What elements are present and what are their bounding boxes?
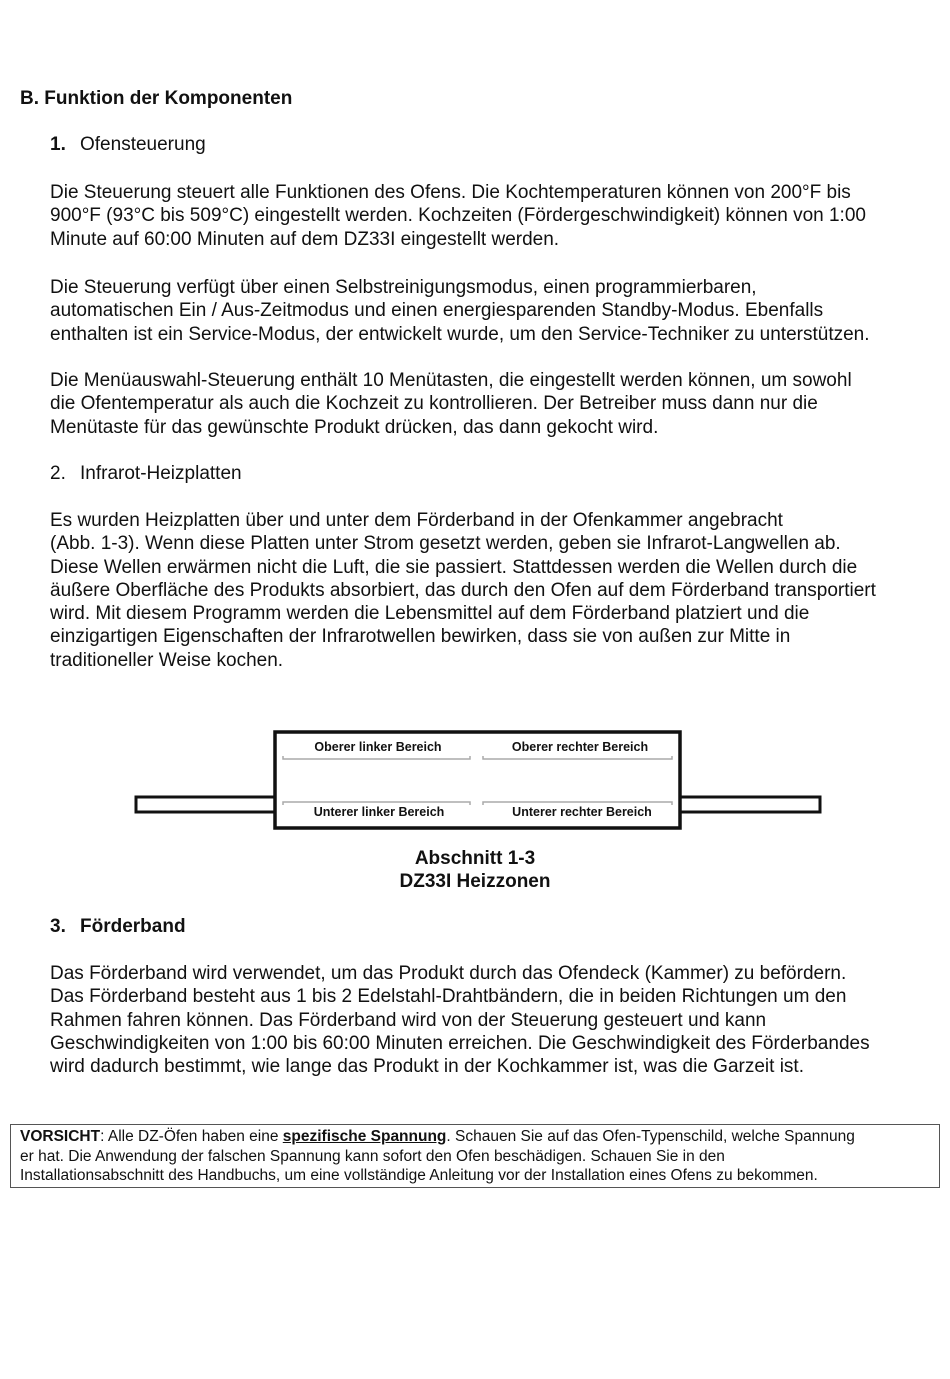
paragraph-menu-keys <box>50 369 940 439</box>
heating-zones-diagram <box>0 720 950 840</box>
caution-text: : Alle DZ-Öfen haben eine <box>100 1128 283 1145</box>
text-line: enthalten ist ein Service-Modus, der entwickelt wurde, um den Service-Techniker zu unterstützen. <box>50 323 870 345</box>
subsection-heading-3 <box>50 916 186 938</box>
zone-label-upper-right: Oberer rechter Bereich <box>511 740 649 754</box>
text-line: wird dadurch bestimmt, wie lange das Produkt in der Kochkammer ist, was die Garzeit ist. <box>50 1056 804 1078</box>
figure-caption-title: DZ33I Heizzonen <box>399 871 551 892</box>
subsection-number: 2. <box>50 463 66 484</box>
paragraph-controller-modes <box>50 276 940 346</box>
paragraph-controller-functions <box>50 181 940 251</box>
caution-line: er hat. Die Anwendung der falschen Spannung kann sofort den Ofen beschädigen. Schauen Sie in den <box>20 1147 725 1165</box>
text-line: Geschwindigkeiten von 1:00 bis 60:00 Minuten erreichen. Die Geschwindigkeit des Förderbandes <box>50 1032 870 1054</box>
text-line: Rahmen fahren können. Das Förderband wird von der Steuerung gesteuert und kann <box>50 1009 767 1031</box>
caution-emphasis: spezifische Spannung <box>282 1128 447 1145</box>
text-line: äußere Oberfläche des Produkts absorbiert, das durch den Ofen auf dem Förderband transportiert <box>50 579 876 601</box>
zone-label-lower-right: Unterer rechter Bereich <box>512 805 652 819</box>
text-line: 900°F (93°C bis 509°C) eingestellt werden. Kochzeiten (Fördergeschwindigkeit) können von 1:00 <box>50 205 866 227</box>
caution-line: Installationsabschnitt des Handbuchs, um eine vollständige Anleitung vor der Installation eines Ofens zu bekommen. <box>20 1167 818 1184</box>
subsection-number: 1. <box>50 134 66 155</box>
caution-text: . Schauen Sie auf das Ofen-Typenschild, welche Spannung <box>446 1128 855 1145</box>
text-line: automatischen Ein / Aus-Zeitmodus und einen energiesparenden Standby-Modus. Ebenfalls <box>50 300 824 322</box>
text-line: (Abb. 1-3). Wenn diese Platten unter Strom gesetzt werden, geben sie Infrarot-Langwellen ab. <box>50 533 841 555</box>
caution-box <box>10 1124 940 1188</box>
text-line: Minute auf 60:00 Minuten auf dem DZ33I eingestellt werden. <box>50 228 560 250</box>
text-line: wird. Mit diesem Programm werden die Lebensmittel auf dem Förderband platziert und die <box>50 603 810 625</box>
conveyor-right-rail <box>680 797 820 812</box>
zone-label-lower-left: Unterer linker Bereich <box>313 805 445 819</box>
text-line: Die Steuerung verfügt über einen Selbstreinigungsmodus, einen programmierbaren, <box>50 277 757 298</box>
conveyor-left-rail <box>136 797 276 812</box>
paragraph-conveyor <box>50 962 940 1078</box>
figure-caption <box>0 847 950 893</box>
zone-label-upper-left: Oberer linker Bereich <box>314 740 442 754</box>
subsection-heading-2 <box>50 463 242 485</box>
text-line: Menütaste für das gewünschte Produkt drücken, das dann gekocht wird. <box>50 416 659 438</box>
figure-caption-number: Abschnitt 1-3 <box>414 848 536 869</box>
subsection-title: Ofensteuerung <box>80 134 206 155</box>
text-line: Es wurden Heizplatten über und unter dem Förderband in der Ofenkammer angebracht <box>50 510 783 531</box>
section-heading: B. Funktion der Komponenten <box>20 88 293 109</box>
text-line: Die Menüauswahl-Steuerung enthält 10 Menütasten, die eingestellt werden können, um sowohl <box>50 370 852 391</box>
text-line: die Ofentemperatur als auch die Kochzeit zu kontrollieren. Der Betreiber muss dann nur die <box>50 393 818 415</box>
caution-label: VORSICHT <box>20 1128 101 1145</box>
text-line: Das Förderband besteht aus 1 bis 2 Edelstahl-Drahtbändern, die in beiden Richtungen um den <box>50 986 847 1008</box>
subsection-heading-1 <box>50 134 206 156</box>
text-line: Die Steuerung steuert alle Funktionen des Ofens. Die Kochtemperaturen können von 200°F bis <box>50 182 851 203</box>
paragraph-heating-plates <box>50 509 940 672</box>
text-line: einzigartigen Eigenschaften der Infrarotwellen bewirken, dass sie von außen zur Mitte in <box>50 626 791 648</box>
subsection-number: 3. <box>50 916 66 937</box>
subsection-title: Infrarot-Heizplatten <box>80 463 242 484</box>
text-line: Diese Wellen erwärmen nicht die Luft, die sie passiert. Stattdessen werden die Wellen durch die <box>50 556 858 578</box>
caution-line <box>20 1127 939 1147</box>
subsection-title: Förderband <box>80 916 186 937</box>
text-line: traditioneller Weise kochen. <box>50 649 284 671</box>
text-line: Das Förderband wird verwendet, um das Produkt durch das Ofendeck (Kammer) zu befördern. <box>50 963 847 984</box>
